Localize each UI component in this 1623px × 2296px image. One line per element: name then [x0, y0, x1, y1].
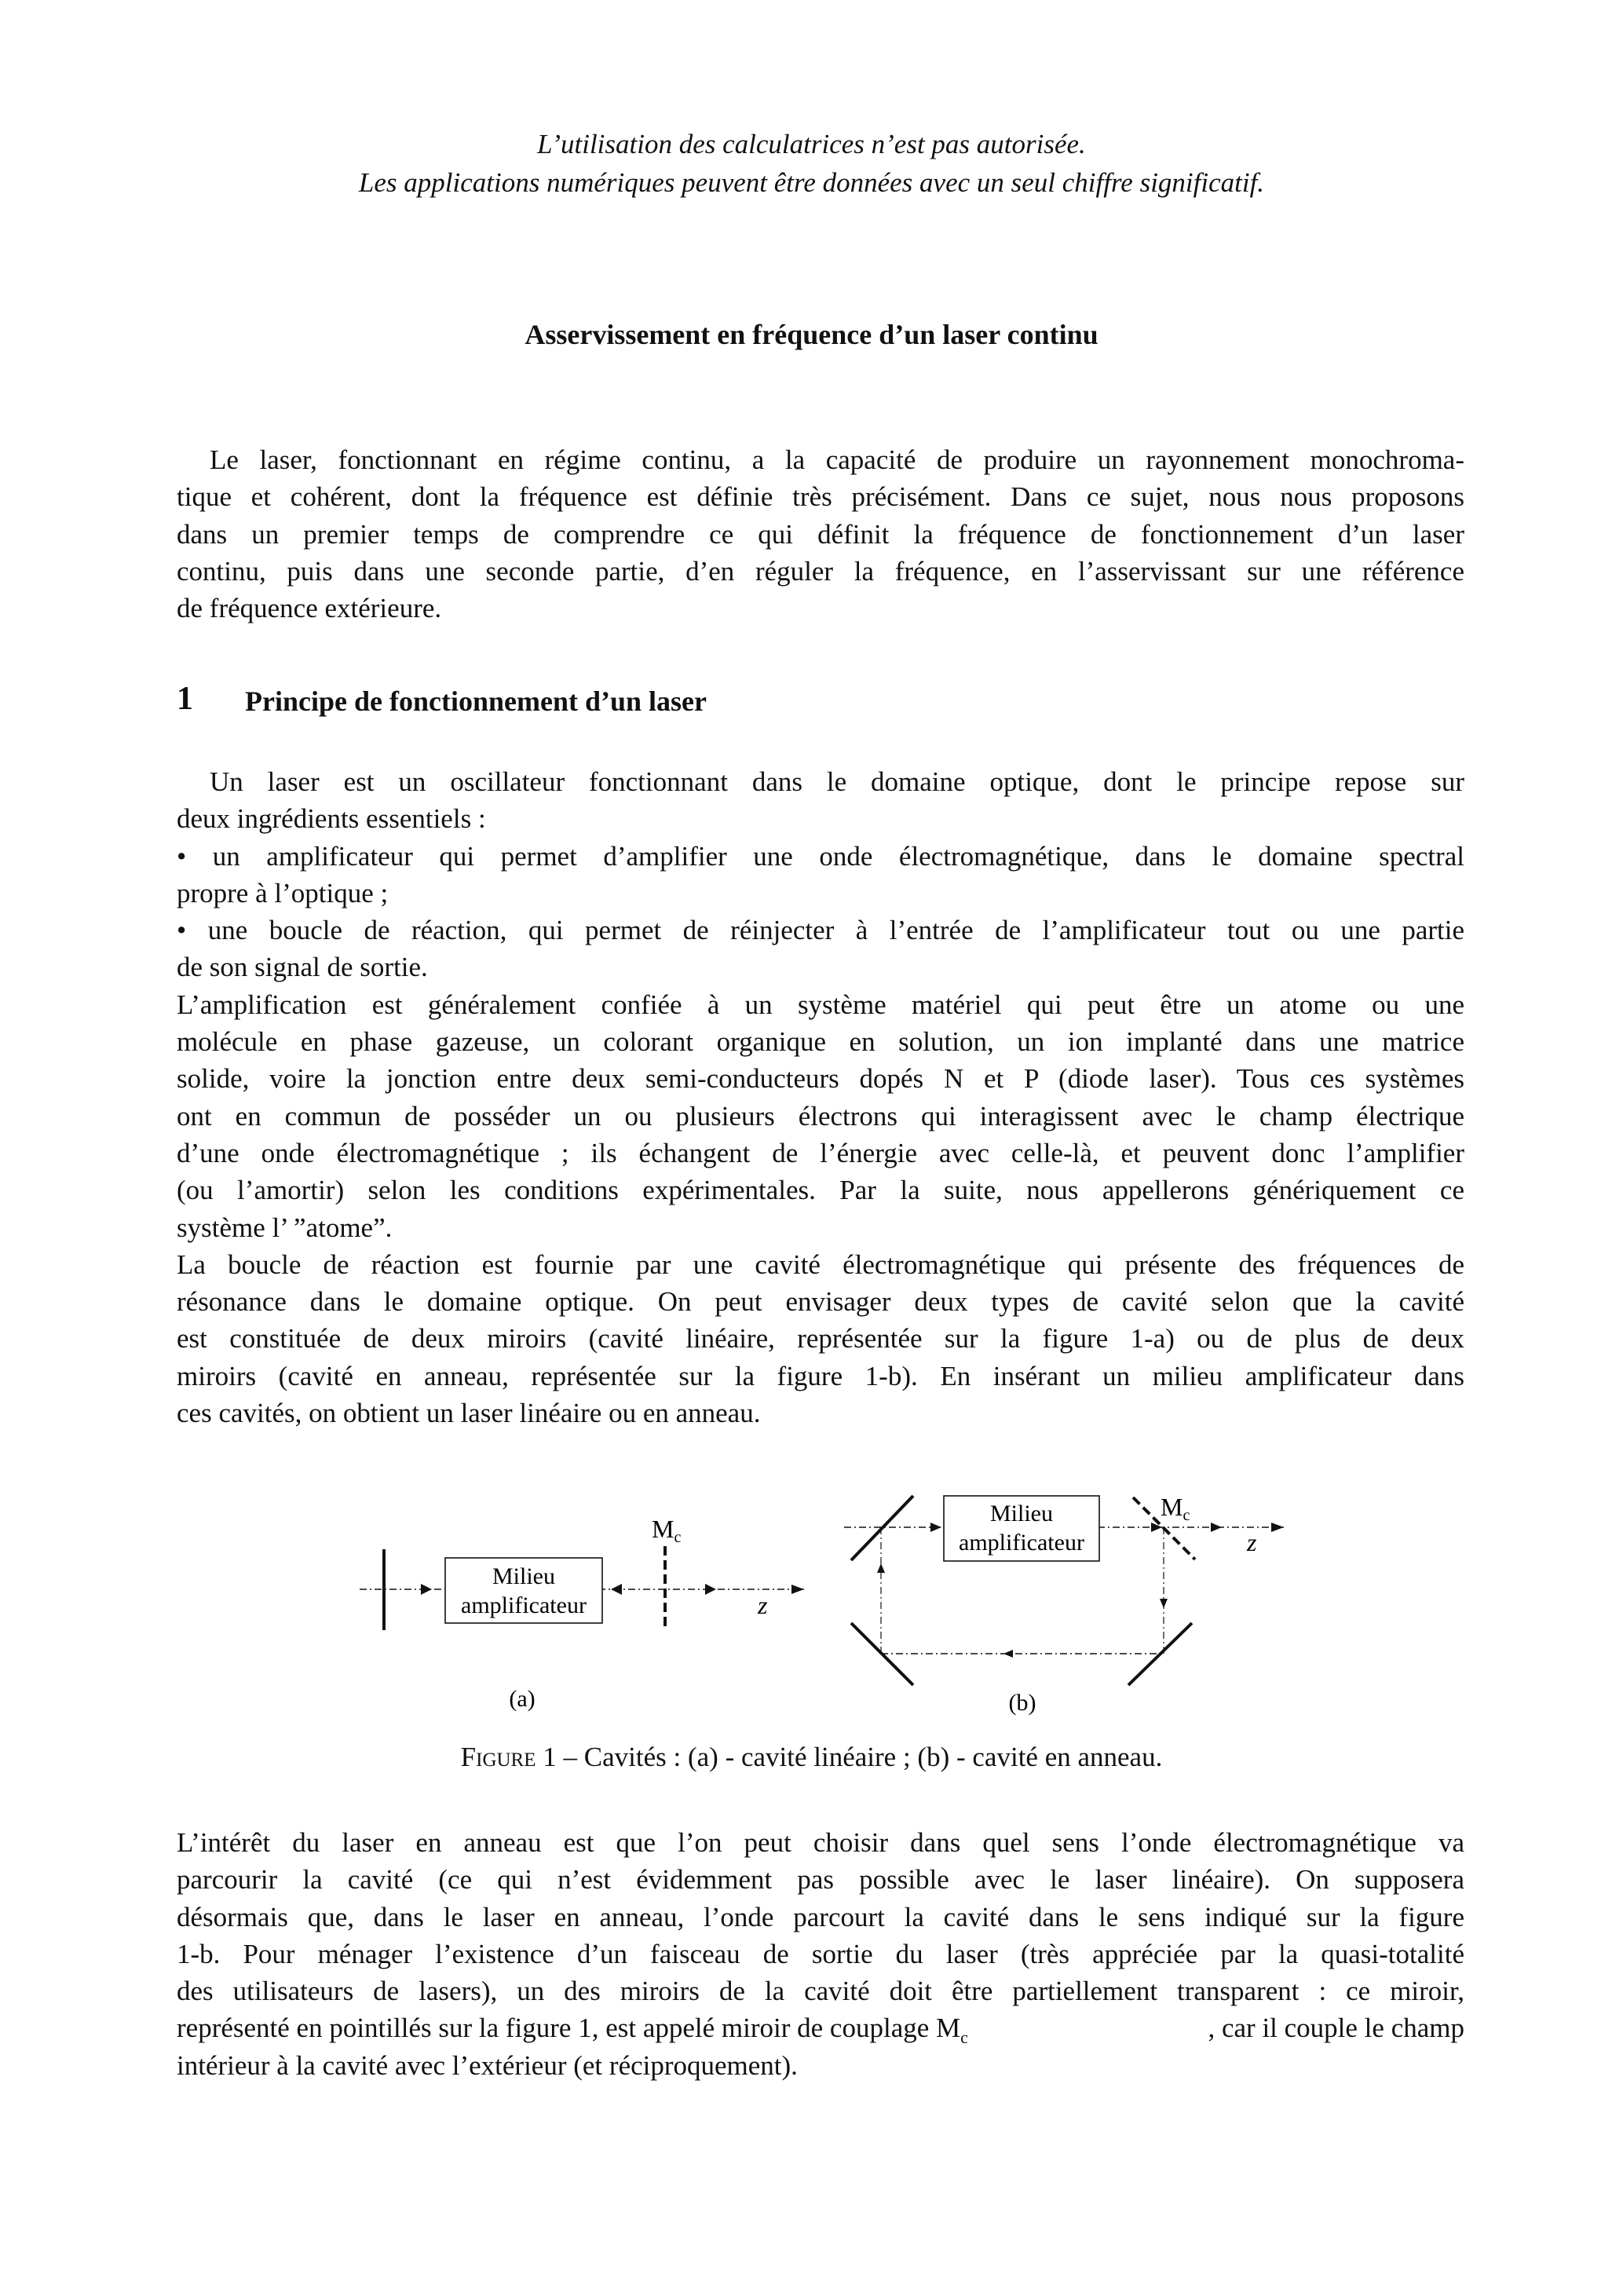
- figure-caption: [0, 1742, 1623, 1773]
- text-segment: représenté en pointillés sur la figure 1, est appelé miroir de couplage M: [177, 2013, 961, 2044]
- text-line: Le laser, fonctionnant en régime continu, a la capacité de produire un rayonnement monochroma-: [210, 444, 1464, 475]
- page-title: Asservissement en fréquence d’un laser continu: [525, 319, 1098, 350]
- arrow-icon: [1003, 1650, 1013, 1658]
- subscript: c: [960, 2027, 968, 2048]
- axis-label: z: [758, 1591, 768, 1619]
- arrow-icon: [705, 1584, 716, 1595]
- arrow-icon: [930, 1523, 941, 1532]
- figure-number: Figure 1: [460, 1742, 557, 1772]
- medium-label: Milieu: [492, 1563, 555, 1589]
- text-line: deux ingrédients essentiels :: [177, 803, 486, 835]
- linear-cavity-diagram: [360, 1515, 804, 1712]
- text-line: ont en commun de posséder un ou plusieurs électrons qui interagissent avec le champ électrique: [177, 1100, 1464, 1132]
- section-number: 1: [177, 681, 193, 717]
- arrow-icon: [421, 1584, 432, 1595]
- subfigure-label: (a): [509, 1686, 536, 1712]
- text-line: L’amplification est généralement confiée à un système matériel qui peut être un atome ou une: [177, 989, 1464, 1020]
- closing-paragraph: [177, 1824, 1464, 2084]
- text-line: 1-b. Pour ménager l’existence d’un faisceau de sortie du laser (très appréciée par la quasi-totalité: [177, 1938, 1464, 1969]
- mirror-label: Mc: [652, 1515, 682, 1546]
- mirror-label: Mc: [1161, 1493, 1190, 1524]
- text-line: tique et cohérent, dont la fréquence est définie très précisément. Dans ce sujet, nous nous proposons: [177, 481, 1464, 513]
- subfigure-label: (b): [1008, 1690, 1036, 1716]
- text-line: Un laser est un oscillateur fonctionnant dans le domaine optique, dont le principe repose sur: [210, 766, 1464, 797]
- text-line: des utilisateurs de lasers), un des miroirs de la cavité doit être partiellement transparent : ce miroir,: [177, 1976, 1464, 2007]
- text-line: solide, voire la jonction entre deux semi-conducteurs dopés N et P (diode laser). Tous ces systèmes: [177, 1063, 1464, 1095]
- bullet-line: • une boucle de réaction, qui permet de réinjecter à l’entrée de l’amplificateur tout ou une partie: [177, 915, 1464, 946]
- axis-arrow-icon: [791, 1585, 804, 1594]
- mirror: [851, 1496, 913, 1560]
- medium-label: amplificateur: [959, 1530, 1084, 1556]
- text-line: La boucle de réaction est fournie par une cavité électromagnétique qui présente des fréquences de: [177, 1249, 1464, 1280]
- section-title: Principe de fonctionnement d’un laser: [245, 686, 707, 717]
- text-line: propre à l’optique ;: [177, 877, 389, 909]
- text-line: L’intérêt du laser en anneau est que l’on peut choisir dans quel sens l’onde électromagnétique va: [177, 1827, 1464, 1858]
- text-line: de fréquence extérieure.: [177, 593, 442, 624]
- text-segment: [177, 2009, 968, 2046]
- instruction-calculators: L’utilisation des calculatrices n’est pas autorisée.: [537, 129, 1086, 159]
- arrow-icon: [611, 1584, 622, 1595]
- bullet-line: • un amplificateur qui permet d’amplifier une onde électromagnétique, dans le domaine spectral: [177, 840, 1464, 872]
- text-line: continu, puis dans une seconde partie, d’en réguler la fréquence, en l’asservissant sur une référence: [177, 555, 1464, 587]
- ring-cavity-diagram: [844, 1493, 1284, 1716]
- text-line: parcourir la cavité (ce qui n’est évidemment pas possible avec le laser linéaire). On supposera: [177, 1864, 1464, 1896]
- arrow-icon: [1211, 1523, 1222, 1532]
- text-line: système l’ ”atome”.: [177, 1212, 393, 1243]
- text-line: miroirs (cavité en anneau, représentée sur la figure 1-b). En insérant un milieu amplificateur dans: [177, 1360, 1464, 1391]
- arrow-icon: [877, 1563, 885, 1573]
- mirror: [851, 1623, 913, 1685]
- text-line: [177, 2009, 1464, 2046]
- text-line: ces cavités, on obtient un laser linéaire ou en anneau.: [177, 1398, 761, 1429]
- text-line: molécule en phase gazeuse, un colorant organique en solution, un ion implanté dans une matrice: [177, 1026, 1464, 1058]
- text-line: désormais que, dans le laser en anneau, l’onde parcourt la cavité dans le sens indiqué sur la figure: [177, 1901, 1464, 1932]
- text-line: d’une onde électromagnétique ; ils échangent de l’énergie avec celle-là, et peuvent donc l’amplifier: [177, 1137, 1464, 1168]
- medium-label: Milieu: [990, 1501, 1053, 1526]
- axis-label: z: [1247, 1528, 1257, 1556]
- medium-label: amplificateur: [461, 1592, 587, 1618]
- caption-text: – Cavités : (a) - cavité linéaire ; (b) - cavité en anneau.: [556, 1742, 1163, 1772]
- arrow-icon: [1151, 1523, 1162, 1532]
- axis-arrow-icon: [1271, 1523, 1284, 1532]
- instruction-significant-figures: Les applications numériques peuvent être données avec un seul chiffre significatif.: [358, 167, 1265, 198]
- text-line: (ou l’amortir) selon les conditions expérimentales. Par la suite, nous appellerons génériquement ce: [177, 1175, 1464, 1206]
- text-line: est constituée de deux miroirs (cavité linéaire, représentée sur la figure 1-a) ou de plus de deux: [177, 1323, 1464, 1355]
- arrow-icon: [1160, 1599, 1168, 1608]
- text-line: résonance dans le domaine optique. On peut envisager deux types de cavité selon que la cavité: [177, 1286, 1464, 1318]
- text-line: intérieur à la cavité avec l’extérieur (et réciproquement).: [177, 2049, 798, 2081]
- text-segment: , car il couple le champ: [1208, 2013, 1464, 2044]
- text-line: de son signal de sortie.: [177, 952, 428, 983]
- text-line: dans un premier temps de comprendre ce qui définit la fréquence de fonctionnement d’un laser: [177, 518, 1464, 550]
